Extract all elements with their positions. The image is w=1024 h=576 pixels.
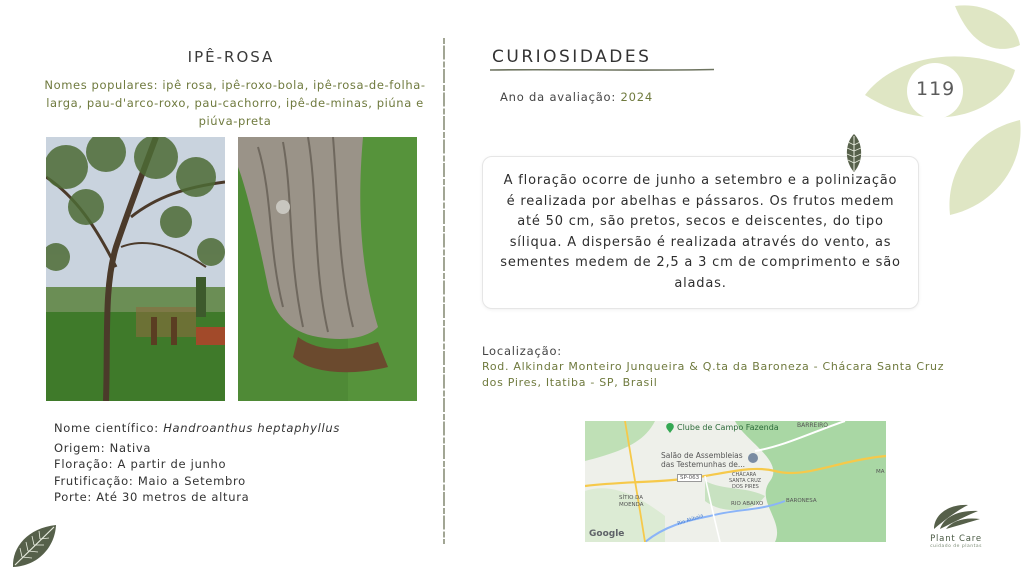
fruiting: Frutificação: Maio a Setembro <box>54 473 246 488</box>
species-facts <box>54 420 340 506</box>
map-label-salao-1: Salão de Assembleias <box>661 451 743 460</box>
google-logo: Google <box>589 529 625 539</box>
popular-names <box>40 76 430 130</box>
leaf-icon <box>10 522 60 570</box>
map-label-edge: MA <box>876 469 885 475</box>
page-number: 119 <box>916 78 956 100</box>
map-label-river: Rio Atibaia <box>676 512 705 528</box>
column-divider <box>441 38 447 544</box>
map-label-chacara-3: DOS PIRES <box>732 484 759 490</box>
popular-names-label: Nomes populares: <box>44 78 159 92</box>
map-label-rio-abaixo: RIO ABAIXO <box>731 501 764 507</box>
location-map[interactable] <box>585 421 886 542</box>
scientific-name: Handroanthus heptaphyllus <box>163 421 341 435</box>
flowering: Floração: A partir de junho <box>54 457 227 471</box>
leaf-icon <box>843 133 865 173</box>
map-label-chacara-2: SANTA CRUZ <box>729 478 762 484</box>
map-label-baronesa: BARONESA <box>786 498 817 504</box>
location-address: Rod. Alkindar Monteiro Junqueira & Q.ta da Baroneza - Chácara Santa Cruz dos Pires, Itatiba - SP, Brasil <box>482 360 945 389</box>
origin: Origem: Nativa <box>54 440 152 455</box>
brand-logo-icon <box>930 501 982 531</box>
curiosity-text: A floração ocorre de junho a setembro e a polinização é realizada por abelhas e pássaros. Os frutos medem até 50 cm, são pretos, secos e deiscentes, do tipo síliqua. A dispersão é realizada através do vento, as sementes medem de 2,5 a 3 cm de comprimento e são aladas. <box>500 173 901 291</box>
brand-tagline: cuidado de plantas <box>930 544 982 549</box>
size: Porte: Até 30 metros de altura <box>54 490 250 504</box>
species-title: IPÊ-ROSA <box>187 48 275 66</box>
trunk-photo <box>238 137 417 401</box>
curiosity-card <box>482 156 919 309</box>
evaluation-year <box>500 90 653 104</box>
map-label-chacara-1: CHÁCARA <box>732 472 757 478</box>
tree-photo <box>46 137 225 401</box>
evaluation-label: Ano da avaliação: <box>500 90 617 104</box>
map-label-barreiro: BARREIRO <box>797 422 829 429</box>
location-label: Localização: <box>482 344 562 358</box>
scientific-name-label: Nome científico: <box>54 421 159 435</box>
curiosities-title: CURIOSIDADES <box>492 47 652 67</box>
title-underline <box>490 67 714 73</box>
popular-names-list: ipê rosa, ipê-roxo-bola, ipê-rosa-de-folha-larga, pau-d'arco-roxo, pau-cachorro, ipê-de-minas, piúna e piúva-preta <box>46 78 426 128</box>
brand-name: Plant Care <box>930 534 982 544</box>
map-label-sitio-1: SÍTIO DA <box>619 495 644 501</box>
map-label-club: Clube de Campo Fazenda <box>677 423 779 432</box>
scientific-name-row <box>54 420 340 437</box>
map-label-sitio-2: MOENDA <box>619 502 644 508</box>
map-label-salao-2: das Testemunhas de... <box>661 460 746 469</box>
evaluation-value: 2024 <box>620 90 654 104</box>
map-label-road: SP-063 <box>677 474 702 482</box>
